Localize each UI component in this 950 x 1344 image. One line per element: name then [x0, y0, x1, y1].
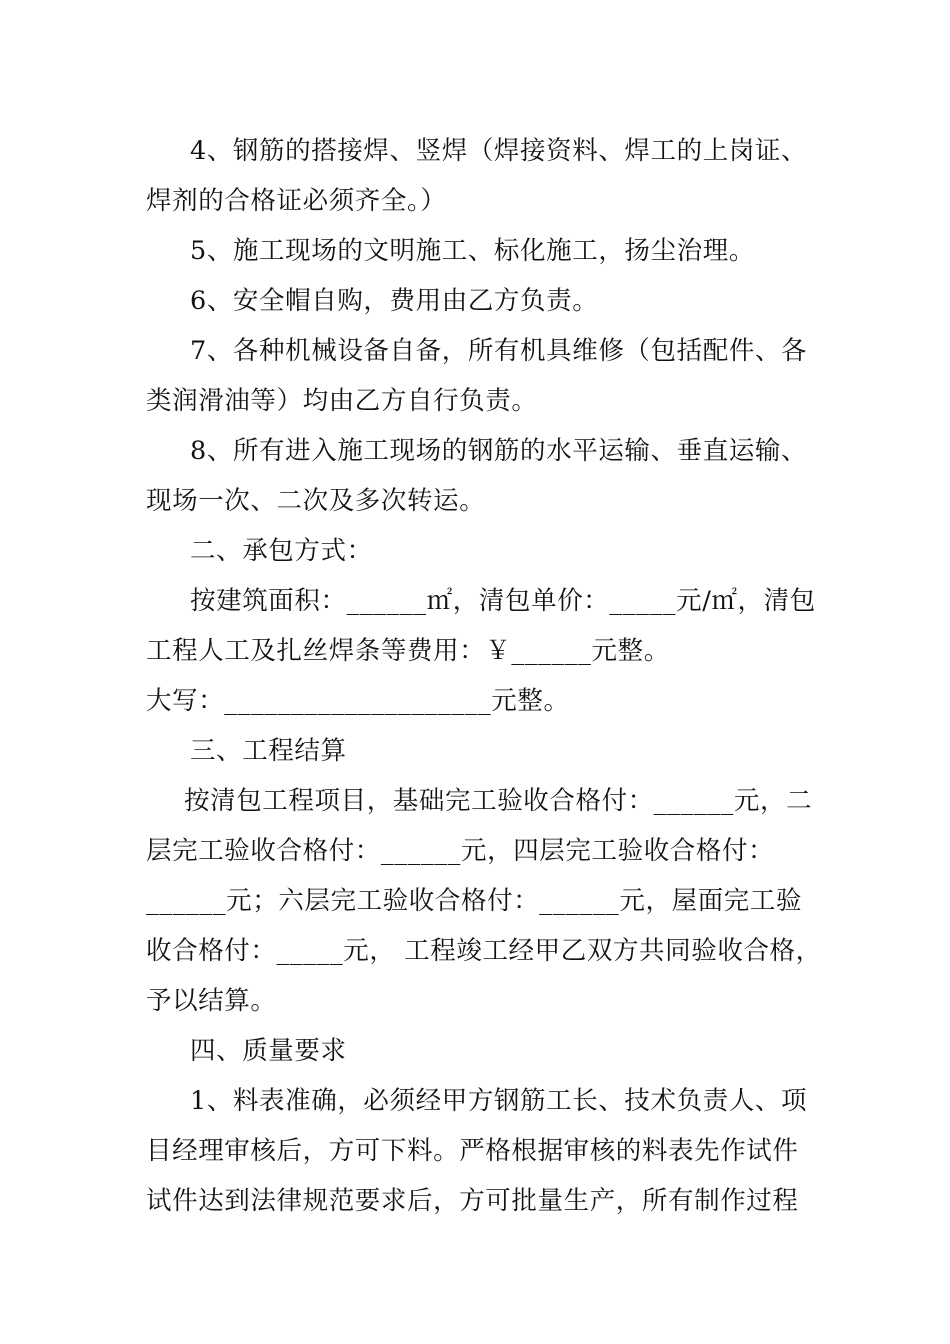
text-line-quality-2: 目经理审核后，方可下料。严格根据审核的料表先作试件 [146, 1136, 799, 1166]
text-line-quality-3: 试件达到法律规范要求后，方可批量生产，所有制作过程 [146, 1186, 799, 1216]
text-line-clause-6: 6、安全帽自购，费用由乙方负责。 [190, 286, 599, 316]
text-line-settlement-2: 层完工验收合格付：______元，四层完工验收合格付： [146, 836, 775, 866]
text-line-area-price: 按建筑面积：______㎡，清包单价：_____元/㎡，清包 [190, 586, 816, 616]
text-line-clause-5: 5、施工现场的文明施工、标化施工，扬尘治理。 [190, 236, 755, 266]
text-line-clause-8: 8、所有进入施工现场的钢筋的水平运输、垂直运输、 [190, 436, 808, 466]
section-heading-contract-type: 二、承包方式： [190, 536, 373, 566]
text-line-clause-7: 7、各种机械设备自备，所有机具维修（包括配件、各 [190, 336, 808, 366]
text-line-settlement-1: 按清包工程项目，基础完工验收合格付：______元，二 [184, 786, 813, 816]
text-line-clause-4: 4、钢筋的搭接焊、竖焊（焊接资料、焊工的上岗证、 [190, 136, 808, 166]
text-line-settlement-4: 收合格付：_____元， 工程竣工经甲乙双方共同验收合格， [146, 936, 822, 966]
text-line-cost-total: 工程人工及扎丝焊条等费用：￥______元整。 [146, 636, 670, 666]
text-line-clause-7-cont: 类润滑油等）均由乙方自行负责。 [146, 386, 538, 416]
text-line-clause-4-cont: 焊剂的合格证必须齐全。） [146, 186, 447, 216]
section-heading-quality: 四、质量要求 [190, 1036, 347, 1066]
text-line-amount-in-words: 大写：____________________元整。 [146, 686, 570, 716]
text-line-settlement-3: ______元；六层完工验收合格付：______元，屋面完工验 [146, 886, 803, 916]
section-heading-settlement: 三、工程结算 [190, 736, 347, 766]
text-line-quality-1: 1、料表准确，必须经甲方钢筋工长、技术负责人、项 [190, 1086, 808, 1116]
text-line-clause-8-cont: 现场一次、二次及多次转运。 [146, 486, 486, 516]
text-line-settlement-5: 予以结算。 [146, 986, 277, 1016]
